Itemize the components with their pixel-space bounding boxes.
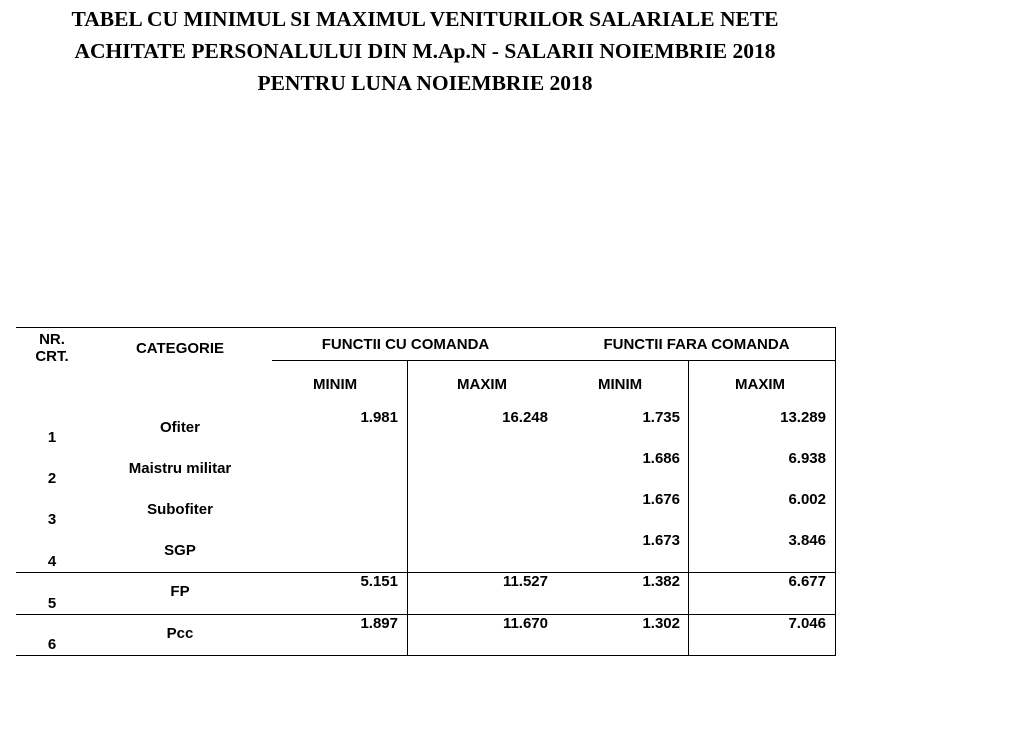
header-functii-cu-comanda: FUNCTII CU COMANDA xyxy=(321,336,490,353)
row-1-fara-min: 1.735 xyxy=(642,409,680,426)
row-6-fara-min: 1.302 xyxy=(642,615,680,632)
title-line-3: PENTRU LUNA NOIEMBRIE 2018 xyxy=(257,71,593,95)
title-line-2: ACHITATE PERSONALULUI DIN M.Ap.N - SALARII NOIEMBRIE 2018 xyxy=(74,39,776,63)
column-divider-cu xyxy=(407,360,408,656)
row-1-categorie: Ofiter xyxy=(159,419,200,436)
header-categorie: CATEGORIE xyxy=(135,340,225,357)
header-cu-minim: MINIM xyxy=(313,376,358,393)
row-6-nr: 6 xyxy=(47,636,57,653)
row-4-nr: 4 xyxy=(47,553,57,570)
header-divider xyxy=(272,360,836,361)
header-functii-fara-comanda: FUNCTII FARA COMANDA xyxy=(603,336,790,353)
row-5-categorie: FP xyxy=(170,583,190,600)
row-5-fara-min: 1.382 xyxy=(642,573,680,590)
salary-table xyxy=(16,327,836,656)
row-4-categorie: SGP xyxy=(164,542,196,559)
table-border-top xyxy=(16,327,836,328)
row-1-nr: 1 xyxy=(47,429,57,446)
header-fara-minim: MINIM xyxy=(598,376,643,393)
header-fara-maxim: MAXIM xyxy=(735,376,785,393)
row-5-nr: 5 xyxy=(47,595,57,612)
row-2-categorie: Maistru militar xyxy=(128,460,232,477)
row-5-fara-max: 6.677 xyxy=(788,573,826,590)
row-divider-5-6 xyxy=(16,614,836,615)
row-1-cu-max: 16.248 xyxy=(502,409,548,426)
row-1-fara-max: 13.289 xyxy=(780,409,826,426)
row-1-cu-min: 1.981 xyxy=(360,409,398,426)
title-line-1: TABEL CU MINIMUL SI MAXIMUL VENITURILOR SALARIALE NETE xyxy=(71,7,779,31)
row-3-categorie: Subofiter xyxy=(147,501,213,518)
table-border-bottom xyxy=(16,655,836,656)
row-divider-4-5 xyxy=(16,572,836,573)
row-3-fara-max: 6.002 xyxy=(788,491,826,508)
row-3-fara-min: 1.676 xyxy=(642,491,680,508)
row-4-fara-min: 1.673 xyxy=(642,532,680,549)
row-6-cu-max: 11.670 xyxy=(502,615,548,632)
row-5-cu-min: 5.151 xyxy=(360,573,398,590)
header-cu-maxim: MAXIM xyxy=(457,376,507,393)
header-nr-crt: NR. CRT. xyxy=(35,331,69,365)
row-6-cu-min: 1.897 xyxy=(360,615,398,632)
row-3-nr: 3 xyxy=(47,511,57,528)
row-2-nr: 2 xyxy=(47,470,57,487)
document-title xyxy=(0,3,850,99)
table-border-right xyxy=(835,327,836,656)
row-6-fara-max: 7.046 xyxy=(788,615,826,632)
row-6-categorie: Pcc xyxy=(166,625,194,642)
column-divider-fara xyxy=(688,360,689,656)
row-2-fara-max: 6.938 xyxy=(788,450,826,467)
row-5-cu-max: 11.527 xyxy=(502,573,548,590)
row-2-fara-min: 1.686 xyxy=(642,450,680,467)
row-4-fara-max: 3.846 xyxy=(788,532,826,549)
